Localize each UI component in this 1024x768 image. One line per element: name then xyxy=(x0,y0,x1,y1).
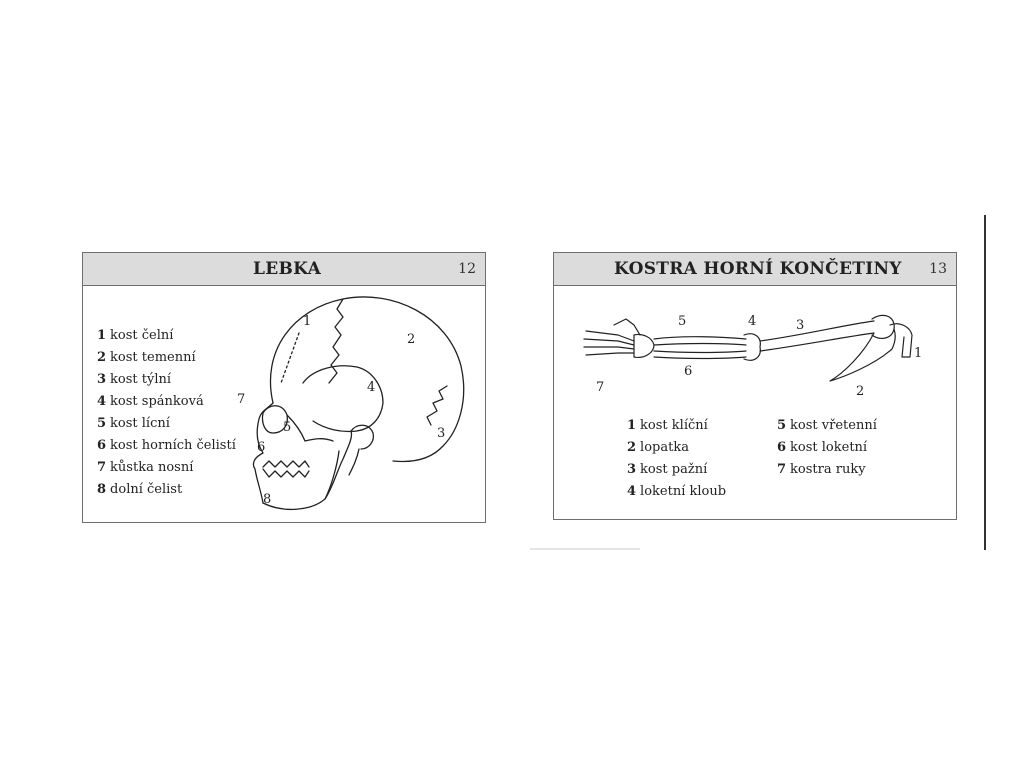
legend-item xyxy=(97,394,204,409)
legend-number: 6 xyxy=(97,438,107,453)
card-title: LEBKA xyxy=(253,259,322,279)
legend-text: kost vřetenní xyxy=(790,418,877,433)
skull-labels xyxy=(237,314,445,507)
legend-text: kostra ruky xyxy=(790,462,866,477)
legend-number: 6 xyxy=(777,440,787,455)
legend-text: kost spánková xyxy=(110,394,204,409)
legend-text: kost lícní xyxy=(110,416,170,431)
legend-number: 4 xyxy=(97,394,107,409)
legend-number: 7 xyxy=(97,460,107,475)
figure-label: 2 xyxy=(407,332,416,347)
legend-item xyxy=(627,462,707,477)
card-header xyxy=(83,253,485,286)
legend-text: kost čelní xyxy=(110,328,174,343)
hand-wrist xyxy=(634,334,654,357)
figure-label: 1 xyxy=(303,314,312,329)
figure-label: 3 xyxy=(796,318,805,333)
card-skull xyxy=(82,252,486,523)
legend-number: 3 xyxy=(97,372,107,387)
ulna-bone xyxy=(654,351,746,353)
legend-number: 2 xyxy=(97,350,107,365)
skull-mandible xyxy=(263,431,352,509)
figure-label: 4 xyxy=(367,380,376,395)
figure-label: 6 xyxy=(257,440,266,455)
legend-item xyxy=(627,440,689,455)
figure-label: 5 xyxy=(678,314,687,329)
figure-label: 7 xyxy=(237,392,246,407)
skull-illustration xyxy=(233,291,473,523)
humerus-head xyxy=(872,315,894,338)
skull-suture-temporal xyxy=(303,366,383,432)
card-number: 13 xyxy=(929,261,947,277)
ulna-bone-lower xyxy=(654,357,746,359)
radius-bone-lower xyxy=(654,344,746,346)
legend-number: 8 xyxy=(97,482,107,497)
legend-number: 2 xyxy=(627,440,637,455)
hand-finger xyxy=(584,339,634,345)
figure-label: 1 xyxy=(914,346,923,361)
legend-item xyxy=(97,372,171,387)
skull-teeth-upper xyxy=(263,461,309,467)
legend-text: lopatka xyxy=(640,440,689,455)
scan-edge-line xyxy=(984,215,986,550)
skull-teeth-lower xyxy=(263,469,309,477)
legend-text: dolní čelist xyxy=(110,482,183,497)
figure-label: 8 xyxy=(263,492,272,507)
legend-number: 5 xyxy=(97,416,107,431)
upper-limb-illustration xyxy=(574,295,934,405)
skull-styloid xyxy=(349,449,359,475)
card-header xyxy=(554,253,956,286)
figure-label: 4 xyxy=(748,314,757,329)
skull-frontal-line xyxy=(281,333,299,383)
card-title: KOSTRA HORNÍ KONČETINY xyxy=(614,259,902,279)
legend-text: kost pažní xyxy=(640,462,708,477)
legend-text: kost klíční xyxy=(640,418,708,433)
legend-item xyxy=(777,418,877,433)
legend-item xyxy=(97,350,196,365)
scan-smudge xyxy=(530,548,640,550)
legend-text: kost týlní xyxy=(110,372,172,387)
skull-ear xyxy=(351,425,373,449)
figure-label: 3 xyxy=(437,426,446,441)
legend-item xyxy=(97,482,182,497)
legend-item xyxy=(97,416,170,431)
elbow-joint xyxy=(744,334,760,361)
legend-item xyxy=(777,462,866,477)
legend-number: 1 xyxy=(627,418,637,433)
card-number: 12 xyxy=(458,261,476,277)
legend-item xyxy=(97,328,173,343)
legend-text: kost horních čelistí xyxy=(110,438,236,453)
legend-number: 5 xyxy=(777,418,787,433)
legend-number: 3 xyxy=(627,462,637,477)
legend-item xyxy=(777,440,867,455)
legend-text: kost loketní xyxy=(790,440,868,455)
legend-text: kost temenní xyxy=(110,350,196,365)
legend-item xyxy=(97,438,236,453)
clavicle xyxy=(890,324,912,357)
card-upper-limb xyxy=(553,252,957,520)
humerus-bone xyxy=(760,321,874,341)
figure-label: 2 xyxy=(856,384,865,399)
radius-bone xyxy=(654,337,746,339)
hand-finger xyxy=(584,347,634,349)
legend-number: 4 xyxy=(627,484,637,499)
legend-number: 7 xyxy=(777,462,787,477)
skull-suture-lambdoid xyxy=(427,386,447,425)
legend-item xyxy=(627,484,726,499)
legend-text: kůstka nosní xyxy=(110,460,194,475)
humerus-bone-lower xyxy=(760,333,874,351)
figure-label: 6 xyxy=(684,364,693,379)
figure-label: 7 xyxy=(596,380,605,395)
hand-finger xyxy=(586,353,634,355)
scapula xyxy=(830,329,895,381)
hand-thumb xyxy=(614,319,640,335)
skull-suture-coronal xyxy=(329,299,343,383)
legend-number: 1 xyxy=(97,328,107,343)
legend-text: loketní kloub xyxy=(640,484,727,499)
legend-item xyxy=(97,460,193,475)
figure-label: 5 xyxy=(283,420,292,435)
legend-item xyxy=(627,418,708,433)
